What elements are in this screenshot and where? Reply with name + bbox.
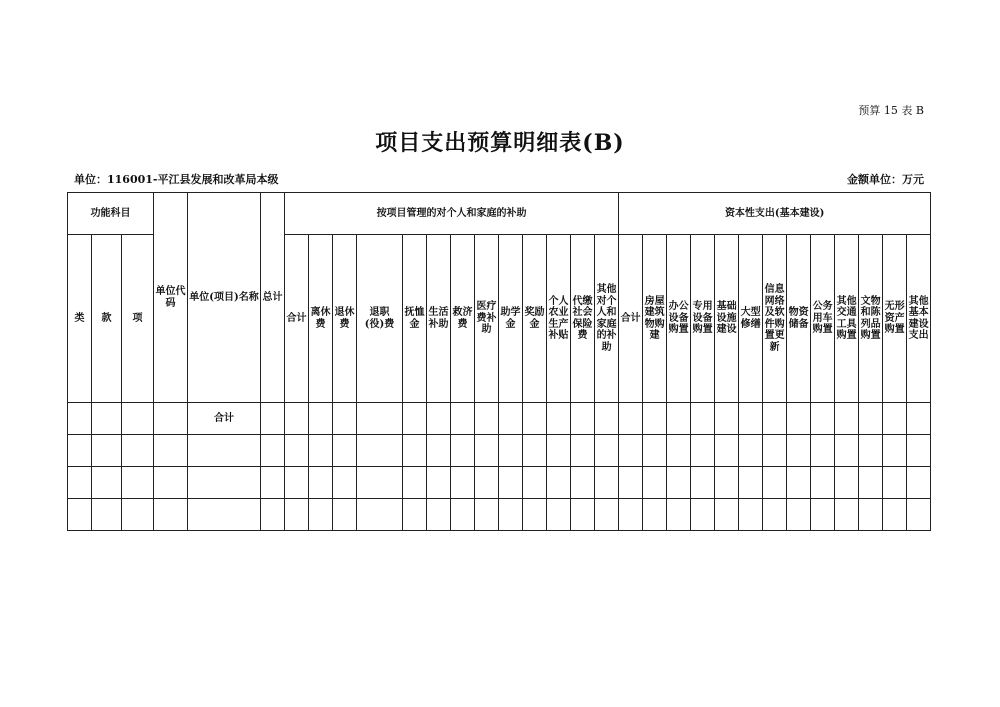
table-cell — [763, 499, 787, 531]
table-cell — [403, 403, 427, 435]
col-header: 其他基本建设支出 — [907, 235, 931, 403]
col-header: 物资储备 — [787, 235, 811, 403]
col-header: 大型修缮 — [739, 235, 763, 403]
table-cell — [907, 435, 931, 467]
capital-expenditure-group-header: 资本性支出(基本建设) — [619, 193, 931, 235]
row-unit-name: 合计 — [188, 403, 261, 435]
col-header: 公务用车购置 — [811, 235, 835, 403]
budget-table — [67, 192, 931, 531]
table-row — [68, 467, 931, 499]
table-cell — [475, 435, 499, 467]
col-header: 医疗费补助 — [475, 235, 499, 403]
table-cell — [619, 403, 643, 435]
table-cell — [595, 435, 619, 467]
table-cell — [739, 403, 763, 435]
table-cell — [883, 403, 907, 435]
table-cell — [715, 499, 739, 531]
table-cell — [427, 435, 451, 467]
table-cell — [261, 499, 285, 531]
table-cell — [643, 499, 667, 531]
col-header: 房屋建筑物购建 — [643, 235, 667, 403]
table-cell — [667, 435, 691, 467]
table-cell — [739, 467, 763, 499]
unit-label: 单位：116001-平江县发展和改革局本级 — [74, 173, 279, 186]
row-unit-name — [188, 499, 261, 531]
table-cell — [68, 435, 92, 467]
table-cell — [261, 435, 285, 467]
table-cell — [619, 499, 643, 531]
table-cell — [333, 499, 357, 531]
table-cell — [475, 467, 499, 499]
table-cell — [403, 435, 427, 467]
table-cell — [451, 499, 475, 531]
table-cell — [835, 435, 859, 467]
table-cell — [787, 467, 811, 499]
table-cell — [859, 499, 883, 531]
table-cell — [309, 467, 333, 499]
col-header: 离休费 — [309, 235, 333, 403]
table-cell — [285, 403, 309, 435]
table-cell — [619, 467, 643, 499]
table-cell — [595, 467, 619, 499]
row-unit-name — [188, 435, 261, 467]
table-cell — [285, 435, 309, 467]
table-cell — [357, 467, 403, 499]
table-cell — [523, 435, 547, 467]
col-header: 退休费 — [333, 235, 357, 403]
table-cell — [333, 403, 357, 435]
total-header: 总计 — [261, 193, 285, 403]
table-cell — [595, 403, 619, 435]
table-cell — [499, 435, 523, 467]
table-cell — [547, 403, 571, 435]
table-cell — [499, 467, 523, 499]
table-cell — [835, 403, 859, 435]
table-cell — [357, 435, 403, 467]
table-row — [68, 403, 931, 435]
table-cell — [883, 467, 907, 499]
table-cell — [309, 499, 333, 531]
table-cell — [811, 499, 835, 531]
table-cell — [451, 467, 475, 499]
table-cell — [643, 435, 667, 467]
table-cell — [499, 403, 523, 435]
col-header: 文物和陈列品购置 — [859, 235, 883, 403]
table-cell — [715, 467, 739, 499]
col-header: 基础设施建设 — [715, 235, 739, 403]
col-header: 救济费 — [451, 235, 475, 403]
table-cell — [811, 467, 835, 499]
table-cell — [859, 467, 883, 499]
table-cell — [333, 467, 357, 499]
table-cell — [523, 467, 547, 499]
table-cell — [691, 467, 715, 499]
amount-unit-label: 金额单位：万元 — [847, 173, 924, 186]
table-cell — [619, 435, 643, 467]
table-cell — [667, 403, 691, 435]
table-cell — [154, 403, 188, 435]
table-cell — [68, 467, 92, 499]
unit-name-header: 单位(项目)名称 — [188, 193, 261, 403]
table-cell — [571, 403, 595, 435]
table-cell — [547, 467, 571, 499]
table-cell — [285, 499, 309, 531]
table-cell — [154, 467, 188, 499]
col-header: 其他交通工具购置 — [835, 235, 859, 403]
table-cell — [907, 467, 931, 499]
col-header: 奖励金 — [523, 235, 547, 403]
table-cell — [547, 499, 571, 531]
table-cell — [68, 403, 92, 435]
table-cell — [763, 435, 787, 467]
table-cell — [571, 435, 595, 467]
table-cell — [763, 403, 787, 435]
table-cell — [309, 403, 333, 435]
kuan-header: 款 — [92, 235, 122, 403]
col-header: 生活补助 — [427, 235, 451, 403]
table-cell — [261, 467, 285, 499]
table-cell — [333, 435, 357, 467]
table-cell — [154, 499, 188, 531]
col-header: 其他对个人和家庭的补助 — [595, 235, 619, 403]
table-cell — [595, 499, 619, 531]
table-cell — [859, 435, 883, 467]
row-unit-name — [188, 467, 261, 499]
table-cell — [403, 499, 427, 531]
table-cell — [715, 403, 739, 435]
table-cell — [547, 435, 571, 467]
table-cell — [154, 435, 188, 467]
table-cell — [739, 435, 763, 467]
table-cell — [499, 499, 523, 531]
table-cell — [427, 467, 451, 499]
table-cell — [92, 499, 122, 531]
table-cell — [571, 467, 595, 499]
table-cell — [92, 403, 122, 435]
page-title: 项目支出预算明细表(B) — [375, 130, 625, 156]
table-cell — [859, 403, 883, 435]
table-cell — [261, 403, 285, 435]
table-cell — [451, 435, 475, 467]
table-cell — [907, 499, 931, 531]
table-cell — [811, 435, 835, 467]
table-row — [68, 499, 931, 531]
table-cell — [122, 435, 154, 467]
form-number: 预算 15 表 B — [858, 104, 924, 117]
table-row — [68, 435, 931, 467]
table-cell — [907, 403, 931, 435]
table-cell — [475, 499, 499, 531]
col-header: 代缴社会保险费 — [571, 235, 595, 403]
table-cell — [691, 499, 715, 531]
table-cell — [475, 403, 499, 435]
table-cell — [68, 499, 92, 531]
table-cell — [427, 403, 451, 435]
table-cell — [811, 403, 835, 435]
table-cell — [523, 403, 547, 435]
table-cell — [122, 499, 154, 531]
table-cell — [739, 499, 763, 531]
table-cell — [691, 435, 715, 467]
col-header: 退职(役)费 — [357, 235, 403, 403]
table-cell — [787, 435, 811, 467]
col-header: 办公设备购置 — [667, 235, 691, 403]
col-header: 合计 — [285, 235, 309, 403]
table-cell — [92, 467, 122, 499]
table-cell — [427, 499, 451, 531]
table-cell — [451, 403, 475, 435]
table-cell — [643, 403, 667, 435]
col-header: 抚恤金 — [403, 235, 427, 403]
table-cell — [787, 403, 811, 435]
table-cell — [403, 467, 427, 499]
col-header: 专用设备购置 — [691, 235, 715, 403]
col-header: 无形资产购置 — [883, 235, 907, 403]
col-header: 信息网络及软件购置更新 — [763, 235, 787, 403]
personal-subsidy-group-header: 按项目管理的对个人和家庭的补助 — [285, 193, 619, 235]
table-cell — [691, 403, 715, 435]
func-subject-header: 功能科目 — [68, 193, 154, 235]
col-header: 个人农业生产补贴 — [547, 235, 571, 403]
table-cell — [643, 467, 667, 499]
table-cell — [835, 467, 859, 499]
table-cell — [122, 467, 154, 499]
table-cell — [357, 403, 403, 435]
unit-code-header: 单位代码 — [154, 193, 188, 403]
table-cell — [357, 499, 403, 531]
table-cell — [883, 499, 907, 531]
table-cell — [92, 435, 122, 467]
table-cell — [571, 499, 595, 531]
table-cell — [122, 403, 154, 435]
table-cell — [309, 435, 333, 467]
table-cell — [715, 435, 739, 467]
table-cell — [523, 499, 547, 531]
table-cell — [285, 467, 309, 499]
table-cell — [835, 499, 859, 531]
col-header: 助学金 — [499, 235, 523, 403]
table-cell — [763, 467, 787, 499]
table-cell — [667, 499, 691, 531]
lei-header: 类 — [68, 235, 92, 403]
table-cell — [667, 467, 691, 499]
col-header: 合计 — [619, 235, 643, 403]
table-cell — [787, 499, 811, 531]
xiang-header: 项 — [122, 235, 154, 403]
table-cell — [883, 435, 907, 467]
